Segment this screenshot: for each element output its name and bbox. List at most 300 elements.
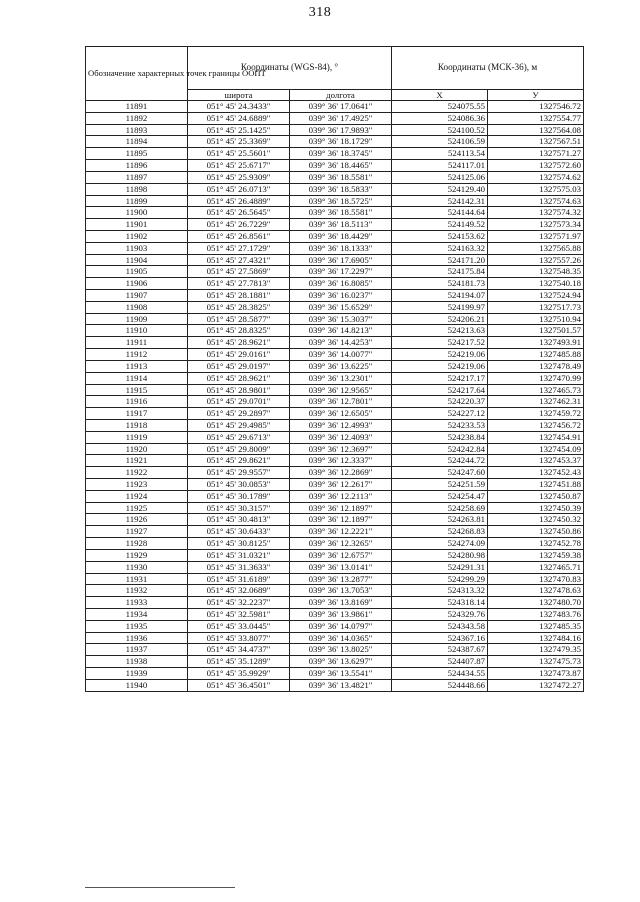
table-row [86,372,584,384]
table-row [86,597,584,609]
longitude-cell: 039° 36' 12.1897" [290,502,392,514]
footer-rule [85,887,235,888]
latitude-cell: 051° 45' 32.0689" [188,585,290,597]
table-row [86,242,584,254]
point-id-cell: 11894 [86,136,188,148]
latitude-cell: 051° 45' 26.7229" [188,219,290,231]
table-row [86,290,584,302]
x-coordinate-cell: 524274.09 [392,538,488,550]
longitude-cell: 039° 36' 13.0141" [290,561,392,573]
longitude-cell: 039° 36' 12.4993" [290,419,392,431]
x-coordinate-cell: 524153.62 [392,230,488,242]
point-id-cell: 11906 [86,278,188,290]
point-id-cell: 11927 [86,526,188,538]
longitude-cell: 039° 36' 12.9565" [290,384,392,396]
table-row [86,502,584,514]
latitude-cell: 051° 45' 30.3157" [188,502,290,514]
longitude-cell: 039° 36' 12.2869" [290,467,392,479]
table-row [86,620,584,632]
latitude-cell: 051° 45' 30.8125" [188,538,290,550]
longitude-cell: 039° 36' 18.5581" [290,207,392,219]
longitude-cell: 039° 36' 12.2617" [290,479,392,491]
table-row [86,632,584,644]
y-coordinate-cell: 1327546.72 [488,101,584,113]
point-id-cell: 11895 [86,148,188,160]
point-id-cell: 11912 [86,349,188,361]
latitude-header: широта [188,90,290,101]
table-row [86,148,584,160]
point-id-cell: 11919 [86,431,188,443]
longitude-cell: 039° 36' 12.3265" [290,538,392,550]
latitude-cell: 051° 45' 29.4985" [188,419,290,431]
longitude-cell: 039° 36' 18.4429" [290,230,392,242]
x-coordinate-cell: 524199.97 [392,301,488,313]
y-coordinate-cell: 1327470.83 [488,573,584,585]
latitude-cell: 051° 45' 29.0701" [188,396,290,408]
table-row [86,490,584,502]
latitude-cell: 051° 45' 35.9929" [188,668,290,680]
x-coordinate-cell: 524163.32 [392,242,488,254]
x-coordinate-cell: 524117.01 [392,160,488,172]
y-coordinate-cell: 1327573.34 [488,219,584,231]
point-id-cell: 11928 [86,538,188,550]
longitude-cell: 039° 36' 18.5113" [290,219,392,231]
point-id-cell: 11893 [86,124,188,136]
x-coordinate-cell: 524367.16 [392,632,488,644]
y-coordinate-cell: 1327472.27 [488,679,584,691]
table-row [86,278,584,290]
point-id-cell: 11931 [86,573,188,585]
y-coordinate-cell: 1327557.26 [488,254,584,266]
y-coordinate-cell: 1327479.35 [488,644,584,656]
table-row [86,549,584,561]
latitude-cell: 051° 45' 30.0853" [188,479,290,491]
point-designation-header: Обозначение характерных точек границы ООПТ [86,47,188,101]
x-coordinate-cell: 524251.59 [392,479,488,491]
y-coordinate-cell: 1327451.88 [488,479,584,491]
longitude-cell: 039° 36' 14.0077" [290,349,392,361]
x-coordinate-cell: 524238.84 [392,431,488,443]
point-id-cell: 11909 [86,313,188,325]
longitude-cell: 039° 36' 18.5725" [290,195,392,207]
x-coordinate-cell: 524219.06 [392,349,488,361]
latitude-cell: 051° 45' 29.8009" [188,443,290,455]
y-coordinate-cell: 1327456.72 [488,419,584,431]
latitude-cell: 051° 45' 28.3825" [188,301,290,313]
table-row [86,608,584,620]
msk36-coordinates-header: Координаты (МСК-36), м [392,47,584,90]
x-coordinate-cell: 524086.36 [392,112,488,124]
latitude-cell: 051° 45' 28.9621" [188,372,290,384]
x-coordinate-cell: 524220.37 [392,396,488,408]
point-id-cell: 11891 [86,101,188,113]
table-row [86,443,584,455]
table-body [86,101,584,692]
x-coordinate-cell: 524129.40 [392,183,488,195]
y-coordinate-cell: 1327554.77 [488,112,584,124]
x-coordinate-cell: 524233.53 [392,419,488,431]
longitude-cell: 039° 36' 17.9893" [290,124,392,136]
table-row [86,656,584,668]
table-row [86,230,584,242]
longitude-cell: 039° 36' 15.6529" [290,301,392,313]
point-id-cell: 11892 [86,112,188,124]
x-coordinate-cell: 524149.52 [392,219,488,231]
latitude-cell: 051° 45' 32.2237" [188,597,290,609]
table-row [86,431,584,443]
longitude-cell: 039° 36' 14.4253" [290,337,392,349]
latitude-cell: 051° 45' 29.9557" [188,467,290,479]
x-coordinate-cell: 524100.52 [392,124,488,136]
y-coordinate-cell: 1327567.51 [488,136,584,148]
longitude-cell: 039° 36' 13.9861" [290,608,392,620]
y-coordinate-cell: 1327452.43 [488,467,584,479]
longitude-cell: 039° 36' 13.2877" [290,573,392,585]
y-coordinate-cell: 1327453.37 [488,455,584,467]
longitude-cell: 039° 36' 12.2113" [290,490,392,502]
x-coordinate-cell: 524217.17 [392,372,488,384]
latitude-cell: 051° 45' 29.2897" [188,408,290,420]
y-coordinate-cell: 1327450.39 [488,502,584,514]
longitude-cell: 039° 36' 18.5581" [290,171,392,183]
point-id-cell: 11918 [86,419,188,431]
point-id-cell: 11925 [86,502,188,514]
y-coordinate-cell: 1327465.71 [488,561,584,573]
point-id-cell: 11938 [86,656,188,668]
longitude-cell: 039° 36' 12.1897" [290,514,392,526]
latitude-cell: 051° 45' 27.4321" [188,254,290,266]
y-coordinate-cell: 1327478.63 [488,585,584,597]
latitude-cell: 051° 45' 31.3633" [188,561,290,573]
table-row [86,337,584,349]
longitude-cell: 039° 36' 17.4925" [290,112,392,124]
y-coordinate-cell: 1327493.91 [488,337,584,349]
table-row [86,479,584,491]
latitude-cell: 051° 45' 35.1289" [188,656,290,668]
y-coordinate-cell: 1327459.72 [488,408,584,420]
table-row [86,668,584,680]
longitude-cell: 039° 36' 13.5541" [290,668,392,680]
table-row [86,585,584,597]
latitude-cell: 051° 45' 24.3433" [188,101,290,113]
longitude-cell: 039° 36' 12.2221" [290,526,392,538]
latitude-cell: 051° 45' 32.5981" [188,608,290,620]
y-coordinate-cell: 1327484.16 [488,632,584,644]
latitude-cell: 051° 45' 31.6189" [188,573,290,585]
point-id-cell: 11903 [86,242,188,254]
table-row [86,171,584,183]
x-coordinate-cell: 524263.81 [392,514,488,526]
point-id-cell: 11926 [86,514,188,526]
x-coordinate-cell: 524434.55 [392,668,488,680]
longitude-cell: 039° 36' 13.6225" [290,360,392,372]
point-id-cell: 11935 [86,620,188,632]
table-row [86,408,584,420]
latitude-cell: 051° 45' 26.4889" [188,195,290,207]
y-coordinate-cell: 1327483.76 [488,608,584,620]
y-coordinate-cell: 1327475.73 [488,656,584,668]
longitude-cell: 039° 36' 15.3037" [290,313,392,325]
y-coordinate-cell: 1327575.03 [488,183,584,195]
y-coordinate-cell: 1327462.31 [488,396,584,408]
table-row [86,195,584,207]
x-coordinate-cell: 524227.12 [392,408,488,420]
table-row [86,101,584,113]
point-id-cell: 11902 [86,230,188,242]
latitude-cell: 051° 45' 26.8561" [188,230,290,242]
latitude-cell: 051° 45' 28.1881" [188,290,290,302]
y-coordinate-cell: 1327465.73 [488,384,584,396]
table-row [86,360,584,372]
latitude-cell: 051° 45' 27.1729" [188,242,290,254]
wgs84-coordinates-header: Координаты (WGS-84), ° [188,47,392,90]
point-id-cell: 11897 [86,171,188,183]
point-id-cell: 11898 [86,183,188,195]
table-row [86,207,584,219]
latitude-cell: 051° 45' 29.0161" [188,349,290,361]
longitude-cell: 039° 36' 18.1333" [290,242,392,254]
longitude-cell: 039° 36' 17.6905" [290,254,392,266]
latitude-cell: 051° 45' 30.1789" [188,490,290,502]
latitude-cell: 051° 45' 29.6713" [188,431,290,443]
longitude-cell: 039° 36' 14.0365" [290,632,392,644]
point-id-cell: 11920 [86,443,188,455]
longitude-cell: 039° 36' 12.6757" [290,549,392,561]
point-id-cell: 11914 [86,372,188,384]
point-id-cell: 11900 [86,207,188,219]
longitude-cell: 039° 36' 12.3337" [290,455,392,467]
y-coordinate-cell: 1327485.88 [488,349,584,361]
table-row [86,384,584,396]
longitude-header: долгота [290,90,392,101]
latitude-cell: 051° 45' 29.0197" [188,360,290,372]
x-coordinate-cell: 524387.67 [392,644,488,656]
table-row [86,467,584,479]
y-header: У [488,90,584,101]
latitude-cell: 051° 45' 28.9621" [188,337,290,349]
y-coordinate-cell: 1327572.60 [488,160,584,172]
latitude-cell: 051° 45' 25.1425" [188,124,290,136]
y-coordinate-cell: 1327450.32 [488,514,584,526]
x-coordinate-cell: 524291.31 [392,561,488,573]
longitude-cell: 039° 36' 14.0797" [290,620,392,632]
table-header-row [86,47,584,90]
x-coordinate-cell: 524142.31 [392,195,488,207]
y-coordinate-cell: 1327473.87 [488,668,584,680]
point-id-cell: 11932 [86,585,188,597]
x-coordinate-cell: 524219.06 [392,360,488,372]
y-coordinate-cell: 1327565.88 [488,242,584,254]
point-id-cell: 11933 [86,597,188,609]
latitude-cell: 051° 45' 28.9801" [188,384,290,396]
latitude-cell: 051° 45' 30.4813" [188,514,290,526]
x-coordinate-cell: 524213.63 [392,325,488,337]
point-id-cell: 11929 [86,549,188,561]
point-id-cell: 11936 [86,632,188,644]
longitude-cell: 039° 36' 17.2297" [290,266,392,278]
x-coordinate-cell: 524280.98 [392,549,488,561]
y-coordinate-cell: 1327571.27 [488,148,584,160]
latitude-cell: 051° 45' 27.7813" [188,278,290,290]
latitude-cell: 051° 45' 25.5601" [188,148,290,160]
y-coordinate-cell: 1327564.08 [488,124,584,136]
latitude-cell: 051° 45' 26.0713" [188,183,290,195]
y-coordinate-cell: 1327524.94 [488,290,584,302]
latitude-cell: 051° 45' 30.6433" [188,526,290,538]
point-id-cell: 11913 [86,360,188,372]
point-id-cell: 11908 [86,301,188,313]
point-id-cell: 11911 [86,337,188,349]
longitude-cell: 039° 36' 13.6297" [290,656,392,668]
latitude-cell: 051° 45' 26.5645" [188,207,290,219]
table-row [86,313,584,325]
table-row [86,573,584,585]
y-coordinate-cell: 1327574.32 [488,207,584,219]
latitude-cell: 051° 45' 29.8621" [188,455,290,467]
point-id-cell: 11930 [86,561,188,573]
point-id-cell: 11940 [86,679,188,691]
longitude-cell: 039° 36' 16.0237" [290,290,392,302]
point-id-cell: 11910 [86,325,188,337]
y-coordinate-cell: 1327470.99 [488,372,584,384]
x-header: X [392,90,488,101]
latitude-cell: 051° 45' 36.4501" [188,679,290,691]
point-id-cell: 11904 [86,254,188,266]
table-row [86,219,584,231]
table-row [86,266,584,278]
x-coordinate-cell: 524343.58 [392,620,488,632]
longitude-cell: 039° 36' 18.1729" [290,136,392,148]
longitude-cell: 039° 36' 12.6505" [290,408,392,420]
x-coordinate-cell: 524448.66 [392,679,488,691]
page-number: 318 [308,5,332,20]
coordinates-table [85,46,584,692]
point-id-cell: 11934 [86,608,188,620]
longitude-cell: 039° 36' 17.0641" [290,101,392,113]
latitude-cell: 051° 45' 25.6717" [188,160,290,172]
longitude-cell: 039° 36' 13.7053" [290,585,392,597]
point-id-cell: 11937 [86,644,188,656]
longitude-cell: 039° 36' 13.2301" [290,372,392,384]
latitude-cell: 051° 45' 33.8077" [188,632,290,644]
latitude-cell: 051° 45' 33.0445" [188,620,290,632]
longitude-cell: 039° 36' 13.4821" [290,679,392,691]
longitude-cell: 039° 36' 18.5833" [290,183,392,195]
x-coordinate-cell: 524299.29 [392,573,488,585]
table-row [86,112,584,124]
y-coordinate-cell: 1327450.87 [488,490,584,502]
point-id-cell: 11907 [86,290,188,302]
x-coordinate-cell: 524217.64 [392,384,488,396]
latitude-cell: 051° 45' 25.3369" [188,136,290,148]
x-coordinate-cell: 524175.84 [392,266,488,278]
table-row [86,136,584,148]
y-coordinate-cell: 1327459.38 [488,549,584,561]
point-id-cell: 11917 [86,408,188,420]
x-coordinate-cell: 524318.14 [392,597,488,609]
x-coordinate-cell: 524171.20 [392,254,488,266]
latitude-cell: 051° 45' 31.0321" [188,549,290,561]
longitude-cell: 039° 36' 12.7801" [290,396,392,408]
table-row [86,538,584,550]
longitude-cell: 039° 36' 14.8213" [290,325,392,337]
longitude-cell: 039° 36' 18.3745" [290,148,392,160]
latitude-cell: 051° 45' 24.6889" [188,112,290,124]
y-coordinate-cell: 1327478.49 [488,360,584,372]
x-coordinate-cell: 524407.87 [392,656,488,668]
longitude-cell: 039° 36' 12.3697" [290,443,392,455]
x-coordinate-cell: 524244.72 [392,455,488,467]
table-row [86,514,584,526]
table-row [86,325,584,337]
point-id-cell: 11896 [86,160,188,172]
y-coordinate-cell: 1327452.78 [488,538,584,550]
longitude-cell: 039° 36' 12.4093" [290,431,392,443]
x-coordinate-cell: 524268.83 [392,526,488,538]
x-coordinate-cell: 524258.69 [392,502,488,514]
longitude-cell: 039° 36' 18.4465" [290,160,392,172]
table-row [86,455,584,467]
point-id-cell: 11921 [86,455,188,467]
y-coordinate-cell: 1327540.18 [488,278,584,290]
latitude-cell: 051° 45' 27.5869" [188,266,290,278]
longitude-cell: 039° 36' 13.8025" [290,644,392,656]
point-id-cell: 11901 [86,219,188,231]
table-row [86,349,584,361]
y-coordinate-cell: 1327571.97 [488,230,584,242]
point-id-cell: 11899 [86,195,188,207]
table-row [86,526,584,538]
x-coordinate-cell: 524144.64 [392,207,488,219]
y-coordinate-cell: 1327450.86 [488,526,584,538]
x-coordinate-cell: 524113.54 [392,148,488,160]
point-id-cell: 11924 [86,490,188,502]
x-coordinate-cell: 524194.07 [392,290,488,302]
x-coordinate-cell: 524329.76 [392,608,488,620]
table-row [86,183,584,195]
table-row [86,301,584,313]
x-coordinate-cell: 524106.59 [392,136,488,148]
latitude-cell: 051° 45' 34.4737" [188,644,290,656]
y-coordinate-cell: 1327480.70 [488,597,584,609]
x-coordinate-cell: 524247.60 [392,467,488,479]
x-coordinate-cell: 524125.06 [392,171,488,183]
latitude-cell: 051° 45' 28.8325" [188,325,290,337]
y-coordinate-cell: 1327501.57 [488,325,584,337]
y-coordinate-cell: 1327574.63 [488,195,584,207]
point-id-cell: 11922 [86,467,188,479]
x-coordinate-cell: 524075.55 [392,101,488,113]
x-coordinate-cell: 524181.73 [392,278,488,290]
table-row [86,679,584,691]
x-coordinate-cell: 524242.84 [392,443,488,455]
table-row [86,160,584,172]
y-coordinate-cell: 1327548.35 [488,266,584,278]
table-row [86,561,584,573]
x-coordinate-cell: 524206.21 [392,313,488,325]
point-id-cell: 11916 [86,396,188,408]
latitude-cell: 051° 45' 28.5877" [188,313,290,325]
y-coordinate-cell: 1327454.91 [488,431,584,443]
y-coordinate-cell: 1327485.35 [488,620,584,632]
point-id-cell: 11915 [86,384,188,396]
point-id-cell: 11923 [86,479,188,491]
x-coordinate-cell: 524254.47 [392,490,488,502]
table-row [86,419,584,431]
y-coordinate-cell: 1327510.94 [488,313,584,325]
y-coordinate-cell: 1327574.62 [488,171,584,183]
latitude-cell: 051° 45' 25.9309" [188,171,290,183]
